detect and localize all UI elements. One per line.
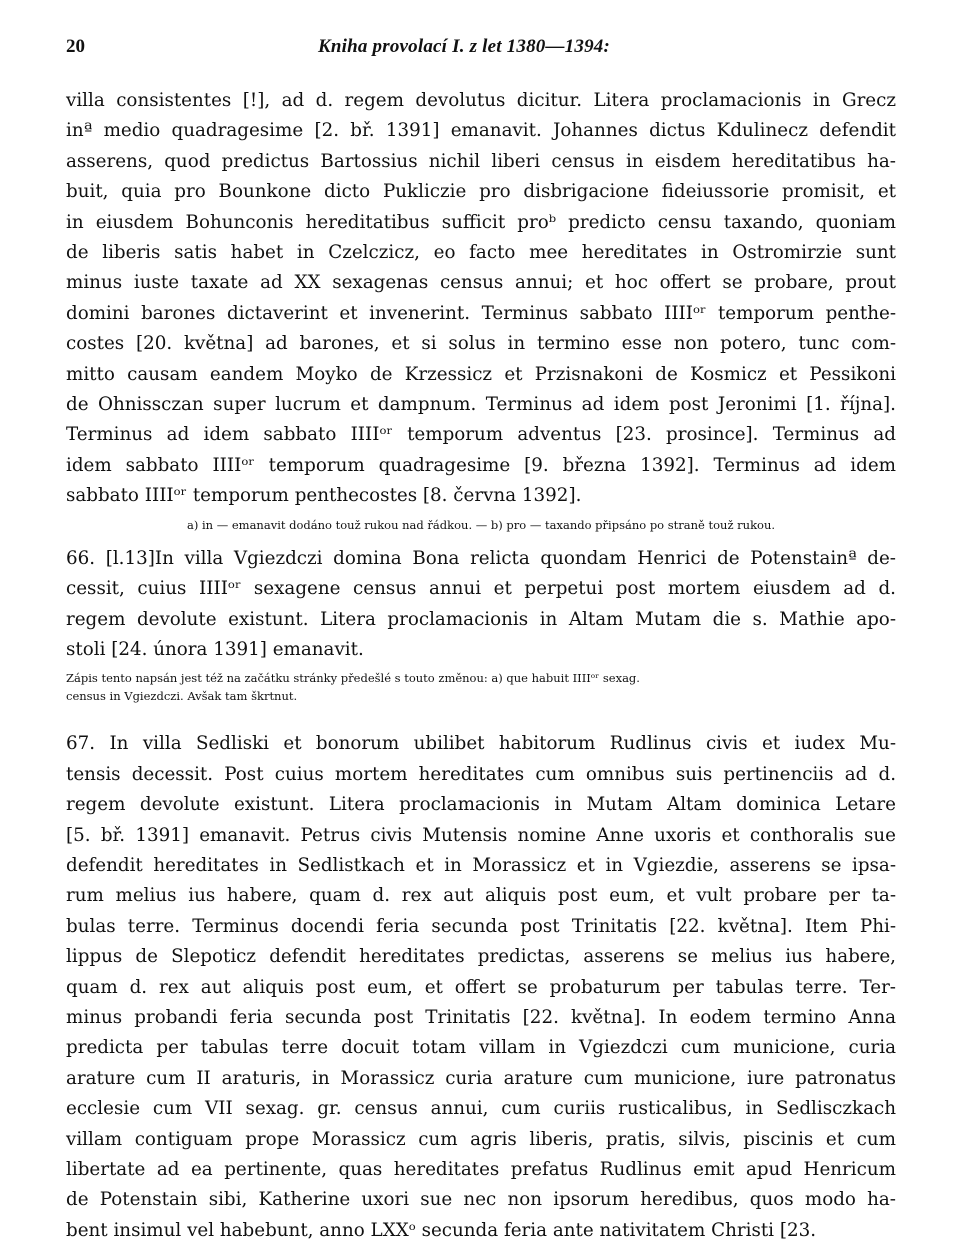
text-line: de Ohnissczan super lucrum et dampnum. Terminus ad idem post Jeronimi [1. října]. bbox=[66, 394, 896, 416]
paragraph-entry-66 bbox=[66, 544, 896, 666]
text-line: de liberis satis habet in Czelczicz, eo facto mee hereditates in Ostromirzie sunt bbox=[66, 242, 896, 264]
text-line: minus iuste taxate ad XX sexagenas census annui; et hoc offert se probare, prout bbox=[66, 272, 896, 294]
text-line: libertate ad ea pertinente, quas hereditates prefatus Rudlinus emit apud Henricum bbox=[66, 1159, 896, 1180]
text-line: bulas terre. Terminus docendi feria secunda post Trinitatis [22. května]. Item Phi- bbox=[66, 915, 896, 937]
text-line: bent insimul vel habebunt, anno LXXᵒ secunda feria ante nativitatem Christi [23. bbox=[66, 1219, 817, 1241]
text-line: inª medio quadragesime [2. bř. 1391] emanavit. Johannes dictus Kdulinecz defendit bbox=[66, 120, 896, 142]
text-line: census in Vgiezdczi. Avšak tam škrtnut. bbox=[66, 689, 298, 704]
text-line: mitto causam eandem Moyko de Krzessicz et Przisnakoni de Kosmicz et Pessikoni bbox=[66, 363, 896, 385]
text-line: quam d. rex aut aliquis post eum, et offert se probaturum per tabulas terre. Ter- bbox=[66, 976, 896, 998]
text-line: tensis decessit. Post cuius mortem hereditates cum omnibus suis pertinenciis ad d. bbox=[66, 763, 896, 785]
text-line: stoli [24. února 1391] emanavit. bbox=[66, 638, 364, 660]
text-line: rum melius ius habere, quam d. rex aut aliquis post eum, et vult probare per ta- bbox=[66, 885, 896, 907]
text-line: defendit hereditates in Sedlistkach et in Morassicz et in Vgiezdie, asserens se ipsa- bbox=[66, 854, 896, 876]
text-line: buit, quia pro Bounkone dicto Pukliczie pro disbrigacione fideiussorie promisit, et bbox=[66, 181, 896, 203]
text-line: arature cum II araturis, in Morassicz curia arature cum municione, iure patronatus bbox=[66, 1067, 896, 1089]
text-line: Terminus ad idem sabbato IIIIᵒʳ temporum adventus [23. prosince]. Terminus ad bbox=[66, 424, 896, 446]
text-line: idem sabbato IIIIᵒʳ temporum quadragesime [9. března 1392]. Terminus ad idem bbox=[66, 454, 896, 476]
text-line: villam contiguam prope Morassicz cum agris liberis, pratis, silvis, piscinis et cum bbox=[66, 1128, 896, 1150]
running-head bbox=[66, 34, 896, 64]
document-page bbox=[66, 34, 896, 1246]
footnote-1 bbox=[66, 516, 896, 534]
running-title: Kniha provolací I. z let 1380—1394: bbox=[318, 36, 611, 57]
footnote-line: a) in — emanavit dodáno touž rukou nad řádkou. — b) pro — taxando připsáno po straně touž rukou. bbox=[186, 517, 776, 532]
text-line: in eiusdem Bohunconis hereditatibus sufficit proᵇ predicto censu taxando, quoniam bbox=[66, 211, 896, 233]
paragraph-entry-67 bbox=[66, 729, 896, 1246]
text-line: costes [20. května] ad barones, et si solus in termino esse non potero, tunc com- bbox=[66, 333, 896, 355]
text-line: cessit, cuius IIIIᵒʳ sexagene census annui et perpetui post mortem eiusdem ad d. bbox=[66, 578, 896, 600]
text-line: regem devolute existunt. Litera proclamacionis in Mutam Altam dominica Letare bbox=[66, 794, 896, 816]
text-line: Zápis tento napsán jest též na začátku stránky předešlé s touto změnou: a) que habuit IIIIᵒʳ sexag. bbox=[66, 671, 640, 686]
text-line: domini barones dictaverint et invenerint. Terminus sabbato IIIIᵒʳ temporum penthe- bbox=[66, 302, 896, 324]
page-number: 20 bbox=[66, 36, 85, 57]
text-line: de Potenstain sibi, Katherine uxori sue nec non ipsorum heredibus, quos modo ha- bbox=[66, 1189, 896, 1211]
text-line: minus probandi feria secunda post Trinitatis [22. května]. In eodem termino Anna bbox=[66, 1006, 896, 1028]
text-line: 66. [l.13]In villa Vgiezdczi domina Bona relicta quondam Henrici de Potenstainª de- bbox=[66, 547, 896, 569]
text-line: lippus de Slepoticz defendit hereditates predictas, asserens se melius ius habere, bbox=[66, 946, 896, 968]
text-line: predicta per tabulas terre docuit totam villam in Vgiezdczi cum municione, curia bbox=[66, 1037, 896, 1059]
body-text bbox=[66, 86, 896, 1246]
text-line: 67. In villa Sedliski et bonorum ubilibet habitorum Rudlinus civis et iudex Mu- bbox=[66, 733, 896, 755]
text-line: regem devolute existunt. Litera proclamacionis in Altam Mutam die s. Mathie apo- bbox=[66, 608, 896, 630]
text-line: [5. bř. 1391] emanavit. Petrus civis Mutensis nomine Anne uxoris et conthoralis sue bbox=[66, 824, 896, 846]
text-line: sabbato IIIIᵒʳ temporum penthecostes [8. června 1392]. bbox=[66, 485, 582, 507]
text-line: ecclesie cum VII sexag. gr. census annui, cum curiis rusticalibus, in Sedlisczkach bbox=[66, 1098, 896, 1120]
footnote-2 bbox=[66, 669, 896, 705]
text-line: villa consistentes [!], ad d. regem devolutus dicitur. Litera proclamacionis in Grecz bbox=[66, 90, 896, 111]
text-line: asserens, quod predictus Bartossius nichil liberi census in eisdem hereditatibus ha- bbox=[66, 150, 896, 172]
paragraph-entry-65-continued bbox=[66, 86, 896, 512]
